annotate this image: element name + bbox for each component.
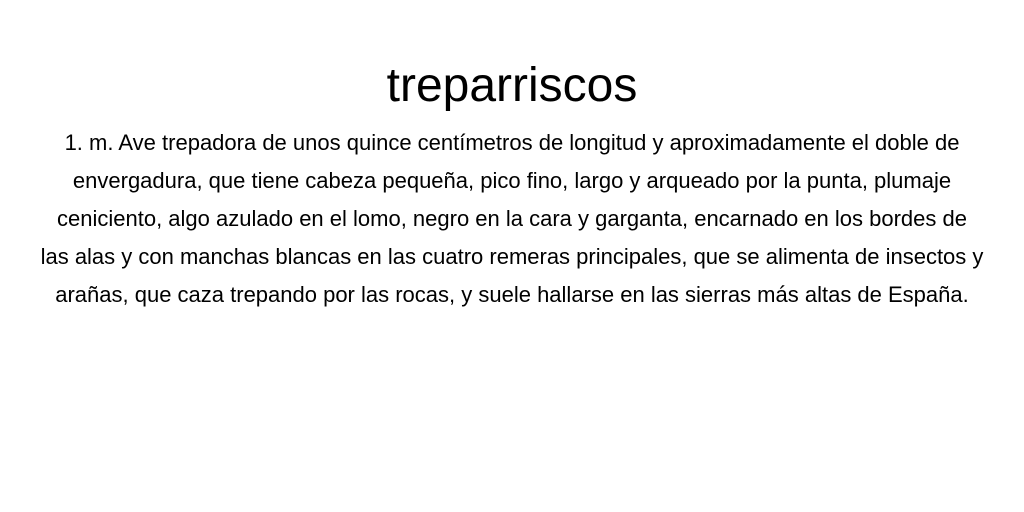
definition-text [40, 124, 984, 314]
headword: treparriscos [386, 59, 638, 112]
definition-number: 1. [64, 130, 83, 155]
definition-body: Ave trepadora de unos quince centímetros de longitud y aproximadamente el doble de envergadura, que tiene cabeza pequeña, pico fino, largo y arqueado por la punta, plumaje ceniciento, algo azulado en el lomo, negro en la cara y garganta, encarnado en los bordes de las alas y con manchas blancas en las cuatro remeras principales, que se alimenta de insectos y arañas, que caza trepando por las rocas, y suele hallarse en las sierras más altas de España. [40, 130, 984, 307]
dictionary-entry [40, 56, 984, 314]
grammar-tag: m. [89, 130, 114, 155]
